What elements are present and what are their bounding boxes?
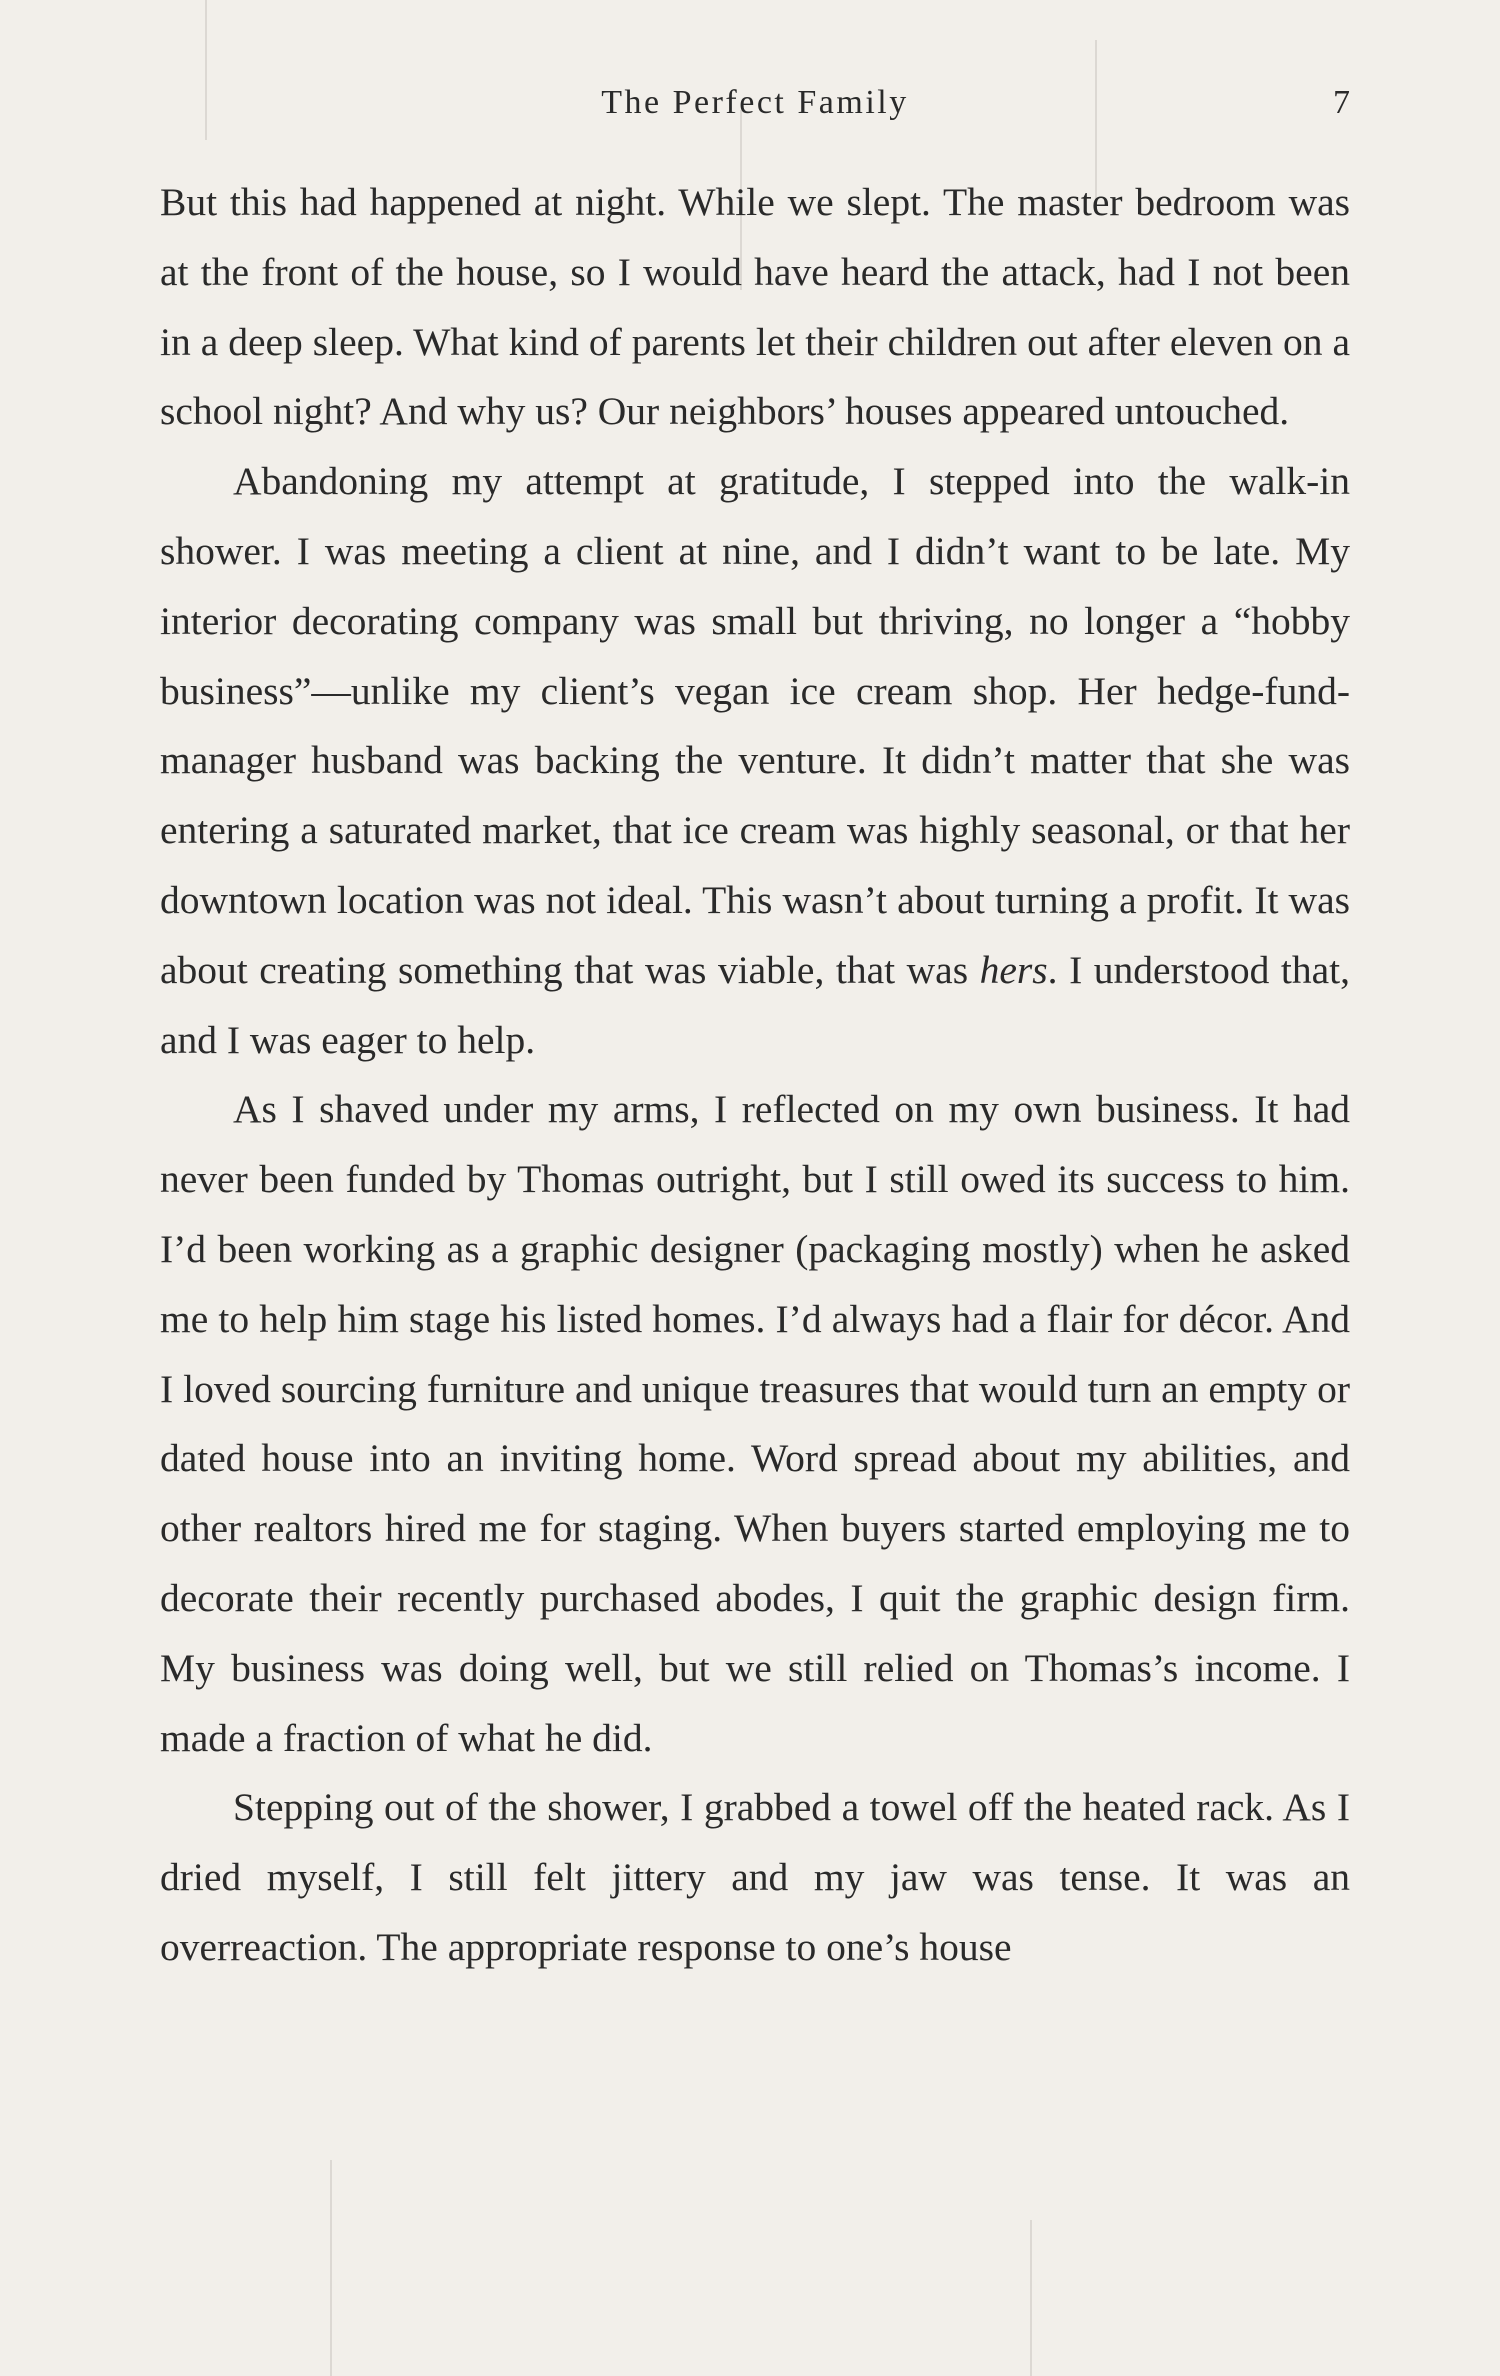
- paragraph-text: Abandoning my attempt at gratitude, I stepped into the walk-in shower. I was meeting a client at nine, and I didn’t want to be late. My interior decorating company was small but thriving, no longer a “hobby business”—unlike my client’s vegan ice cream shop. Her hedge-fund-manager husband was backing the venture. It didn’t matter that she was entering a saturated market, that ice cream was highly seasonal, or that her downtown location was not ideal. This wasn’t about turning a profit. It was about creating something that was viable, that was: [160, 459, 1350, 992]
- body-text: [160, 168, 1350, 1983]
- paper-crease: [330, 2160, 332, 2376]
- paragraph: [160, 1075, 1350, 1773]
- paragraph: [160, 168, 1350, 447]
- running-title: The Perfect Family: [601, 84, 909, 121]
- paragraph-text: But this had happened at night. While we slept. The master bedroom was at the front of the house, so I would have heard the attack, had I not been in a deep sleep. What kind of parents let their children out after eleven on a school night? And why us? Our neighbors’ houses appeared untouched.: [160, 180, 1350, 434]
- paragraph-text: . I understood that, and I was eager to help.: [160, 947, 1350, 1062]
- emphasis-text: hers: [979, 947, 1048, 992]
- paragraph: [160, 447, 1350, 1075]
- page-number: 7: [1333, 84, 1350, 121]
- paragraph: [160, 1773, 1350, 1982]
- running-head: [160, 78, 1350, 128]
- paper-crease: [1030, 2220, 1032, 2376]
- paragraph-text: Stepping out of the shower, I grabbed a towel off the heated rack. As I dried myself, I still felt jittery and my jaw was tense. It was an overreaction. The appropriate response to one’s house: [160, 1785, 1350, 1969]
- paragraph-text: As I shaved under my arms, I reflected on my own business. It had never been funded by Thomas outright, but I still owed its success to him. I’d been working as a graphic designer (packaging mostly) when he asked me to help him stage his listed homes. I’d always had a flair for décor. And I loved sourcing furniture and unique treasures that would turn an empty or dated house into an inviting home. Word spread about my abilities, and other realtors hired me for staging. When buyers started employing me to decorate their recently purchased abodes, I quit the graphic design firm. My business was doing well, but we still relied on Thomas’s income. I made a fraction of what he did.: [160, 1087, 1350, 1760]
